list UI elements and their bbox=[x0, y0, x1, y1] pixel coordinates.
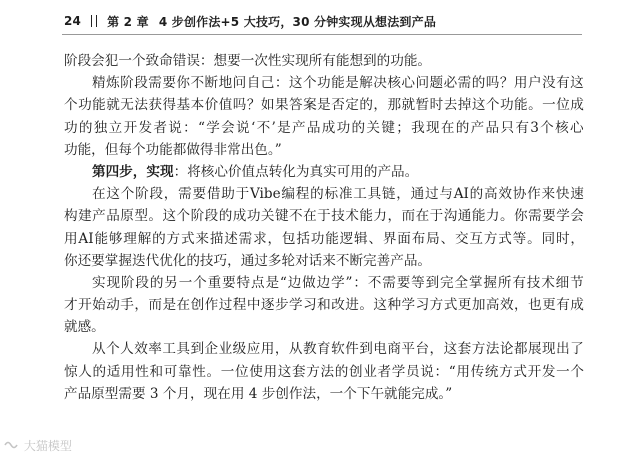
text-line: 精 炼 阶 段 需 要 你 不 断 地 问 自 己 ： 这 个 功 能 是 解 决 核 心 问 题 必 需 的 吗 ？ 用 户 没 有 这 bbox=[92, 75, 584, 92]
text-line: 个 功 能 就 无 法 获 得 基 本 价 值 吗 ？ 如 果 答 案 是 否 定 的 ， 那 就 暂 时 去 掉 这 个 功 能 。 一 位 成 bbox=[64, 97, 584, 114]
text-line: 从 个 人 效 率 工 具 到 企 业 级 应 用 ， 从 教 育 软 件 到 电 商 平 台 ， 这 套 方 法 论 都 展 现 出 了 bbox=[92, 341, 584, 358]
chapter-title: 4 步创作法+5 大技巧，30 分钟实现从想法到产品 bbox=[158, 14, 437, 29]
text-line: 构 建 产 品 原 型 。 这 个 阶 段 的 成 功 关 键 不 在 于 技 术 能 力 ， 而 在 于 沟 通 能 力 。 你 需 要 学 会 bbox=[64, 208, 584, 225]
step-heading: 第四步，实现 bbox=[92, 163, 174, 180]
text-line: 功 的 独 立 开 发 者 说 ： “ 学 会 说 ‘ 不 ’ 是 产 品 成 功 的 关 键 ； 我 现 在 的 产 品 只 有 3 个 核 心 bbox=[64, 119, 584, 136]
text-line: 才 开 始 动 手 ， 而 是 在 创 作 过 程 中 逐 步 学 习 和 改 进 。 这 种 学 习 方 式 更 加 高 效 ， 也 更 有 成 bbox=[64, 297, 584, 314]
chapter-label: 第 2 章 bbox=[107, 14, 149, 29]
text-line bbox=[64, 139, 584, 161]
watermark-icon bbox=[4, 439, 18, 451]
header-rule bbox=[62, 34, 582, 35]
text-line bbox=[64, 316, 584, 338]
line-text: 产品原型需要 3 个月，现在用 4 步创作法，一个下午就能完成。” bbox=[64, 385, 453, 402]
header-separator-icon bbox=[91, 15, 97, 27]
text-line bbox=[64, 50, 584, 72]
text-line bbox=[64, 383, 584, 405]
watermark-text: 大猫模型 bbox=[23, 439, 72, 453]
line-text: 就感。 bbox=[64, 319, 105, 336]
body-text bbox=[64, 50, 584, 405]
line-text: 你还要掌握迭代优化的技巧，通过多轮对话来不断完善产品。 bbox=[64, 252, 432, 269]
text-line: 实 现 阶 段 的 另 一 个 重 要 特 点 是 “ 边 做 边 学 ” ： 不 需 要 等 到 完 全 掌 握 所 有 技 术 细 节 bbox=[92, 274, 584, 291]
line-text: 功能，但每个功能都做得非常出色。” bbox=[64, 141, 282, 158]
watermark-logo bbox=[4, 437, 72, 454]
line-text: 阶段会犯一个致命错误：想要一次性实现所有能想到的功能。 bbox=[64, 53, 432, 69]
text-line bbox=[64, 250, 584, 272]
text-line: 在 这 个 阶 段 ， 需 要 借 助 于 Vibe 编 程 的 标 准 工 具 链 ， 通 过 与 AI 的 高 效 协 作 来 快 速 bbox=[92, 186, 584, 203]
running-header bbox=[64, 10, 436, 32]
page-number: 24 bbox=[64, 14, 82, 28]
line-text: ：将核心价值点转化为真实可用的产品。 bbox=[173, 163, 419, 180]
text-line bbox=[64, 161, 584, 183]
text-line: 惊 人 的 适 用 性 和 可 靠 性 。 一 位 使 用 这 套 方 法 的 创 业 者 学 员 说 ： “ 用 传 统 方 式 开 发 一 个 bbox=[64, 363, 584, 380]
text-line: 用 AI 能 够 理 解 的 方 式 来 描 述 需 求 ， 包 括 功 能 逻 辑 、 界 面 布 局 、 交 互 方 式 等 。 同 时 ， bbox=[64, 230, 584, 247]
